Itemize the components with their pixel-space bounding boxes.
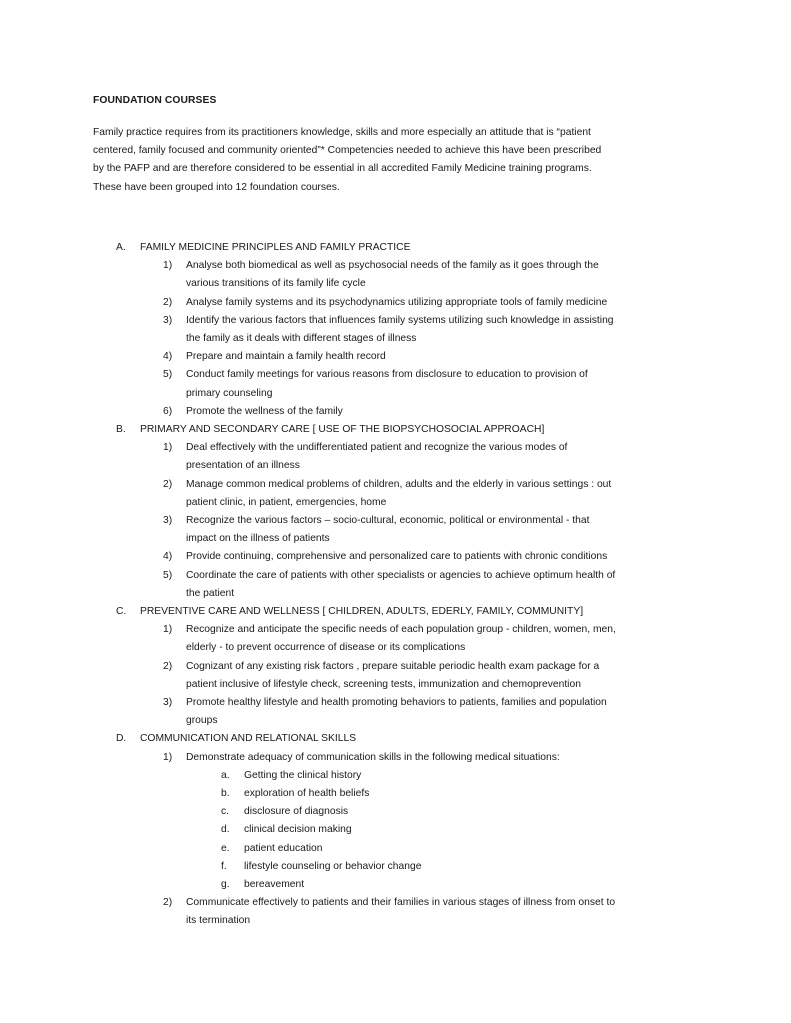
- item-text: Cognizant of any existing risk factors , prepare suitable periodic health exam package for a: [186, 660, 600, 672]
- section-letter: B.: [116, 424, 126, 435]
- item-text: Recognize the various factors – socio-cultural, economic, political or environmental - that: [186, 515, 590, 526]
- sub-item-letter: b.: [221, 788, 230, 799]
- item-text: Manage common medical problems of children, adults and the elderly in various settings : out: [186, 478, 612, 490]
- item-text: the patient: [186, 587, 235, 599]
- section-title: PREVENTIVE CARE AND WELLNESS [ CHILDREN, ADULTS, EDERLY, FAMILY, COMMUNITY]: [140, 606, 584, 617]
- intro-line: These have been grouped into 12 foundation courses.: [93, 181, 340, 193]
- item-text: primary counseling: [186, 387, 273, 399]
- item-text: Conduct family meetings for various reasons from disclosure to education to provision of: [186, 369, 588, 381]
- section-letter: D.: [116, 733, 127, 745]
- sub-item-text: clinical decision making: [244, 824, 352, 836]
- section-title: FAMILY MEDICINE PRINCIPLES AND FAMILY PRACTICE: [140, 242, 411, 253]
- item-number: 3): [163, 314, 173, 326]
- item-text: the family as it deals with different stages of illness: [186, 333, 417, 344]
- item-number: 1): [163, 260, 173, 272]
- item-number: 2): [163, 296, 173, 308]
- sub-item-text: lifestyle counseling or behavior change: [244, 860, 422, 872]
- item-number: 4): [163, 551, 173, 563]
- item-number: 4): [163, 351, 173, 363]
- item-text: Prepare and maintain a family health record: [186, 351, 386, 363]
- item-text: groups: [186, 715, 218, 727]
- item-text: impact on the illness of patients: [186, 533, 330, 545]
- item-number: 1): [163, 751, 173, 763]
- item-number: 5): [163, 569, 173, 581]
- sub-item-text: bereavement: [244, 879, 305, 890]
- item-text: Communicate effectively to patients and their families in various stages of illness from onset to: [186, 897, 616, 909]
- item-number: 5): [163, 369, 173, 381]
- sub-item-letter: a.: [221, 769, 230, 781]
- sub-item-letter: d.: [221, 824, 230, 836]
- intro-paragraph: [93, 124, 703, 197]
- item-text: patient clinic, in patient, emergencies, home: [186, 496, 387, 508]
- page-title: FOUNDATION COURSES: [93, 95, 217, 106]
- item-text: its termination: [186, 915, 251, 927]
- item-text: Identify the various factors that influences family systems utilizing such knowledge in assisting: [186, 314, 614, 326]
- section-letter: A.: [116, 242, 126, 253]
- sub-item-letter: c.: [221, 806, 230, 818]
- section-letter: C.: [116, 606, 127, 617]
- item-number: 3): [163, 697, 173, 708]
- item-text: Promote the wellness of the family: [186, 405, 343, 417]
- item-number: 1): [163, 442, 173, 454]
- item-text: Promote healthy lifestyle and health promoting behaviors to patients, families and population: [186, 697, 607, 708]
- item-text: elderly - to prevent occurrence of disease or its complications: [186, 642, 466, 654]
- section-title: PRIMARY AND SECONDARY CARE [ USE OF THE BIOPSYCHOSOCIAL APPROACH]: [140, 424, 545, 435]
- item-text: Analyse both biomedical as well as psychosocial needs of the family as it goes through the: [186, 260, 599, 272]
- sub-item-letter: g.: [221, 879, 230, 890]
- sub-item-letter: f.: [221, 860, 227, 872]
- item-text: various transitions of its family life cycle: [186, 278, 366, 290]
- item-number: 3): [163, 515, 173, 526]
- sub-item-letter: e.: [221, 842, 230, 854]
- item-number: 6): [163, 405, 173, 417]
- sub-item-text: Getting the clinical history: [244, 769, 362, 781]
- intro-line: Family practice requires from its practitioners knowledge, skills and more especially an attitude that is “patient: [93, 127, 591, 138]
- section-title: COMMUNICATION AND RELATIONAL SKILLS: [140, 733, 357, 745]
- item-text: Analyse family systems and its psychodynamics utilizing appropriate tools of family medicine: [186, 296, 608, 308]
- sub-item-text: exploration of health beliefs: [244, 788, 370, 799]
- sub-item-text: disclosure of diagnosis: [244, 806, 349, 818]
- item-text: Demonstrate adequacy of communication skills in the following medical situations:: [186, 751, 560, 763]
- intro-line: by the PAFP and are therefore considered to be essential in all accredited Family Medicine training programs.: [93, 163, 592, 175]
- item-text: Provide continuing, comprehensive and personalized care to patients with chronic conditions: [186, 551, 608, 563]
- item-number: 2): [163, 478, 173, 490]
- item-text: Coordinate the care of patients with other specialists or agencies to achieve optimum health of: [186, 569, 616, 581]
- sub-item-text: patient education: [244, 842, 323, 854]
- item-number: 2): [163, 897, 173, 909]
- item-text: presentation of an illness: [186, 460, 300, 472]
- item-text: Deal effectively with the undifferentiated patient and recognize the various modes of: [186, 442, 568, 454]
- item-text: Recognize and anticipate the specific needs of each population group - children, women, men,: [186, 624, 616, 636]
- item-number: 2): [163, 660, 173, 672]
- item-text: patient inclusive of lifestyle check, screening tests, immunization and chemoprevention: [186, 678, 581, 690]
- intro-line: centered, family focused and community oriented”* Competencies needed to achieve this have been prescribed: [93, 145, 602, 157]
- item-number: 1): [163, 624, 173, 636]
